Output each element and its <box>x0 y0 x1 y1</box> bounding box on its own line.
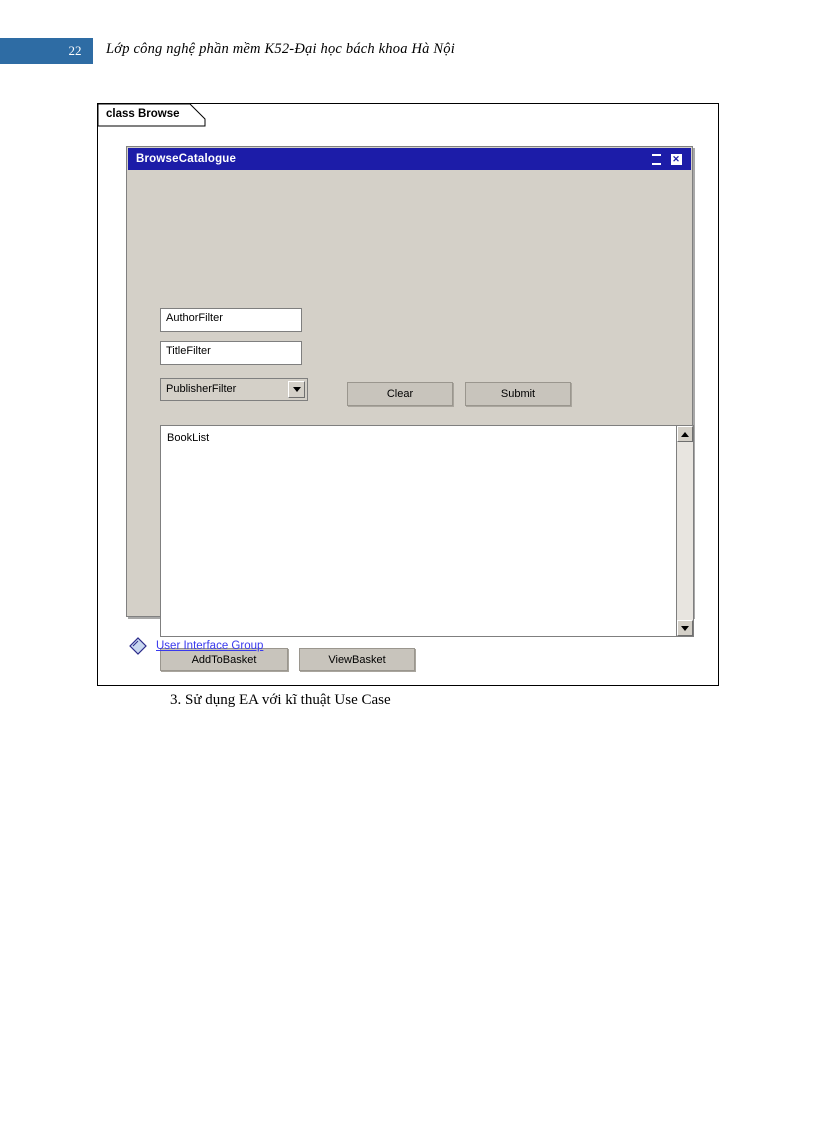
header-title: Lớp công nghệ phần mềm K52-Đại học bách khoa Hà Nội <box>106 41 455 57</box>
minimize-icon[interactable] <box>649 152 663 166</box>
caret-up-shape <box>681 432 689 437</box>
caret-down-icon[interactable] <box>677 620 693 636</box>
note-diamond-icon <box>126 634 150 658</box>
book-list-scrollbar[interactable] <box>676 426 693 636</box>
close-icon[interactable] <box>669 152 683 166</box>
book-list[interactable] <box>160 425 694 637</box>
figure-caption: 3. Sử dụng EA với kĩ thuật Use Case <box>170 692 391 708</box>
window-titlebar <box>128 148 691 170</box>
chevron-down-icon[interactable] <box>288 381 305 398</box>
page-header <box>0 38 816 64</box>
header-accent-bar <box>0 38 57 64</box>
class-diagram-frame <box>97 103 719 686</box>
close-glyph: ✕ <box>672 153 680 164</box>
publisher-filter-dropdown[interactable] <box>160 378 308 401</box>
user-interface-group-note <box>126 634 263 658</box>
page-number: 22 <box>57 38 93 64</box>
author-filter-input[interactable]: AuthorFilter <box>160 308 302 332</box>
user-interface-group-link[interactable]: User Interface Group <box>156 640 264 652</box>
submit-button[interactable]: Submit <box>465 382 571 406</box>
caret-up-icon[interactable] <box>677 426 693 442</box>
view-basket-button[interactable]: ViewBasket <box>299 648 415 671</box>
clear-button[interactable]: Clear <box>347 382 453 406</box>
window-title: BrowseCatalogue <box>136 153 237 165</box>
title-filter-input[interactable]: TitleFilter <box>160 341 302 365</box>
book-list-label: BookList <box>167 432 210 444</box>
add-to-basket-button[interactable]: AddToBasket <box>160 648 288 671</box>
publisher-filter-value: PublisherFilter <box>166 383 237 395</box>
caret-down-shape <box>681 626 689 631</box>
minimize-glyph <box>652 154 661 165</box>
diagram-tab-label: class Browse <box>106 108 180 120</box>
caret-down-shape <box>293 387 301 392</box>
